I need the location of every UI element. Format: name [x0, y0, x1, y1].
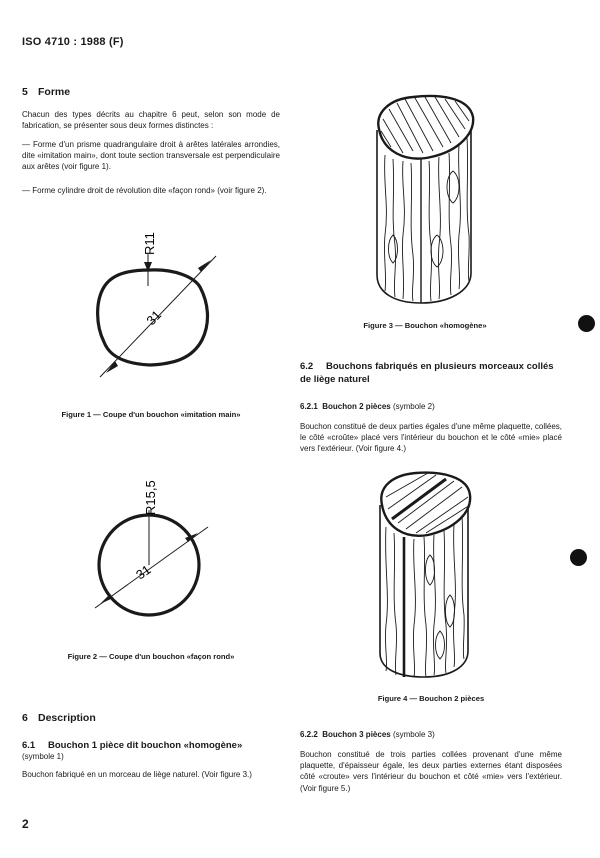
section-6-1-number: 6.1 — [22, 740, 36, 751]
dimension-arrow-bottom — [106, 361, 118, 373]
section-6-2-1-title: Bouchon 2 pièces — [322, 402, 391, 411]
figure-1-radius-label: R11 — [142, 232, 157, 255]
section-5-item-2: — Forme cylindre droit de révolution dite «façon rond» (voir figure 2). — [22, 186, 267, 195]
section-6-2-title: Bouchons fabriqués en plusieurs morceaux collés de liège naturel — [300, 361, 554, 385]
section-6-2-1-number: 6.2.1 — [300, 402, 318, 411]
cork-side-grain — [385, 515, 464, 677]
figure-4-cork-drawing — [370, 465, 490, 685]
document-header: ISO 4710 : 1988 (F) — [22, 36, 124, 48]
section-6-2-2-heading — [300, 729, 435, 740]
section-5-number: 5 — [22, 86, 28, 98]
section-5-item-1: — Forme d'un prisme quadrangulaire droit à arêtes latérales arrondies, dite «imitation main», dont toute section transversale est perpendiculaire aux arêtes (voir figure 1). — [22, 140, 280, 172]
section-6-2-1-symbol: (symbole 2) — [392, 402, 435, 411]
section-6-2-1-heading — [300, 401, 435, 412]
figure-4-caption: Figure 4 — Bouchon 2 pièces — [377, 694, 485, 703]
section-6-2-2-title: Bouchon 3 pièces — [322, 730, 391, 739]
dimension-arrow-top — [198, 260, 211, 272]
section-6-1-symbol: (symbole 1) — [22, 752, 64, 761]
figure-1-drawing — [80, 222, 230, 392]
section-6-1-heading — [22, 740, 282, 751]
figure-2-caption: Figure 2 — Coupe d'un bouchon «façon rond» — [67, 652, 235, 661]
section-5-heading — [22, 86, 70, 98]
section-6-number: 6 — [22, 712, 28, 724]
figure-3-cork-drawing — [365, 85, 485, 310]
figure-1-dim-label: 31 — [143, 307, 165, 329]
figure-2-radius-label: R15,5 — [143, 480, 158, 515]
section-6-1-title: Bouchon 1 pièce dit bouchon «homogène» — [48, 740, 243, 751]
binder-hole-mark — [578, 315, 595, 332]
binder-hole-mark — [570, 549, 587, 566]
section-6-2-heading — [300, 361, 562, 386]
figure-3-caption: Figure 3 — Bouchon «homogène» — [363, 321, 487, 330]
section-6-2-2-number: 6.2.2 — [300, 730, 318, 739]
section-6-2-2-symbol: (symbole 3) — [392, 730, 435, 739]
section-6-2-2-text: Bouchon constitué de trois parties collées provenant d'une même plaquette, d'épaisseur égale, les deux parties externes étant disposées côté «croute» vers l'intérieur du bouchon et côté «mie» vers l'extérieur. (Voir figure 5.) — [300, 750, 562, 793]
section-6-2-1-text: Bouchon constitué de deux parties égales d'une même plaquette, collées, le côté «croûte» placé vers l'intérieur du bouchon et le côté «mie» placé vers l'extérieur. (Voir figure 4.) — [300, 422, 562, 454]
section-6-1-text: Bouchon fabriqué en un morceau de liège naturel. (Voir figure 3.) — [22, 770, 252, 779]
section-5-intro: Chacun des types décrits au chapitre 6 peut, selon son mode de fabrication, se présenter sous deux formes distinctes : — [22, 110, 280, 131]
section-6-title: Description — [38, 712, 96, 724]
section-6-2-number: 6.2 — [300, 361, 314, 372]
figure-1-caption: Figure 1 — Coupe d'un bouchon «imitation main» — [61, 410, 241, 419]
cork-side-grain — [384, 137, 469, 301]
section-6-heading — [22, 712, 96, 724]
figure-2-dim-label: 31 — [133, 561, 154, 583]
figure-2-drawing — [80, 470, 230, 620]
section-5-title: Forme — [38, 86, 71, 98]
page-number: 2 — [22, 817, 29, 831]
